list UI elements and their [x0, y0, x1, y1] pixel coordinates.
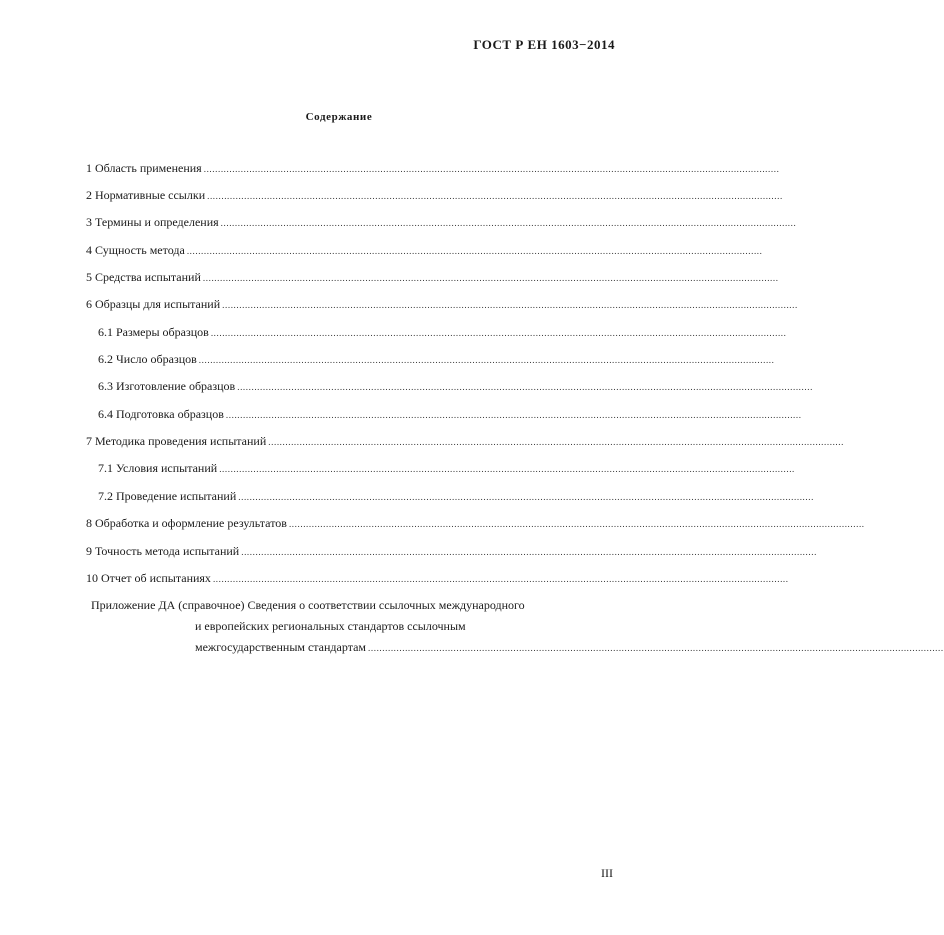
toc-item-label: 7.2 Проведение испытаний [98, 489, 237, 503]
standard-designation: ГОСТ Р ЕН 1603−2014 [473, 37, 615, 52]
toc-leader-dots: .......................................................................................................................................................................................................... [186, 246, 763, 256]
toc-item[interactable] [86, 161, 780, 175]
toc-leader-dots: .......................................................................................................................................................................................................... [225, 410, 802, 420]
toc-subitem[interactable] [98, 407, 802, 421]
toc-item-label: 6.1 Размеры образцов [98, 325, 209, 339]
toc-subitem[interactable] [98, 489, 814, 503]
toc-item-label: 3 Термины и определения [86, 215, 219, 229]
toc-appendix-line[interactable]: Приложение ДА (справочное) Сведения о соответствии ссылочных международного [91, 598, 525, 612]
toc-leader-dots: .......................................................................................................................................................................................................... [220, 218, 797, 228]
toc-leader-dots: .......................................................................................................................................................................................................... [238, 492, 814, 502]
toc-item-label: 1 Область применения [86, 161, 202, 175]
toc-appendix-line[interactable]: и европейских региональных стандартов ссылочным [195, 619, 466, 633]
toc-leader-dots: .......................................................................................................................................................................................................... [237, 382, 813, 392]
toc-item[interactable] [86, 188, 783, 202]
toc-item[interactable] [86, 215, 797, 229]
toc-item[interactable] [86, 297, 798, 311]
toc-subitem[interactable] [98, 461, 795, 475]
toc-item[interactable] [86, 571, 789, 585]
toc-subitem[interactable] [98, 352, 775, 366]
toc-leader-dots: .......................................................................................................................................................................................................... [202, 273, 779, 283]
toc-item[interactable] [86, 544, 817, 558]
toc-leader-dots: .......................................................................................................................................................................................................... [198, 355, 775, 365]
toc-leader-dots: .......................................................................................................................................................................................................... [368, 643, 944, 653]
toc-item-label: 8 Обработка и оформление результатов [86, 516, 287, 530]
toc-leader-dots: .......................................................................................................................................................................................................... [207, 191, 783, 201]
toc-item-label: 4 Сущность метода [86, 243, 185, 257]
toc-subitem[interactable] [98, 379, 813, 393]
toc-title: Содержание [305, 111, 373, 123]
toc-leader-dots: .......................................................................................................................................................................................................... [288, 519, 865, 529]
toc-item-label: 9 Точность метода испытаний [86, 544, 240, 558]
toc-item[interactable] [86, 243, 763, 257]
toc-leader-dots: .......................................................................................................................................................................................................... [210, 328, 787, 338]
toc-item-label: 6.3 Изготовление образцов [98, 379, 236, 393]
toc-item[interactable] [86, 516, 865, 530]
toc-item-label: 10 Отчет об испытаниях [86, 571, 211, 585]
toc-item-label: 7.1 Условия испытаний [98, 461, 218, 475]
toc-item-label: 7 Методика проведения испытаний [86, 434, 267, 448]
toc-subitem[interactable] [98, 325, 787, 339]
toc-appendix-line[interactable] [195, 640, 944, 654]
toc-leader-dots: .......................................................................................................................................................................................................... [222, 300, 798, 310]
toc-leader-dots: .......................................................................................................................................................................................................... [203, 164, 780, 174]
toc-item[interactable] [86, 270, 779, 284]
toc-item-label: 6 Образцы для испытаний [86, 297, 221, 311]
toc-leader-dots: .......................................................................................................................................................................................................... [219, 464, 795, 474]
toc-item-label: 6.4 Подготовка образцов [98, 407, 224, 421]
toc-leader-dots: .......................................................................................................................................................................................................... [241, 547, 817, 557]
page-number: III [601, 866, 613, 880]
toc-item-label: 5 Средства испытаний [86, 270, 201, 284]
toc-item-label: межгосударственным стандартам [195, 640, 367, 654]
toc-item-label: 2 Нормативные ссылки [86, 188, 206, 202]
toc-item[interactable] [86, 434, 844, 448]
toc-item-label: 6.2 Число образцов [98, 352, 197, 366]
toc-leader-dots: .......................................................................................................................................................................................................... [212, 574, 789, 584]
toc-leader-dots: .......................................................................................................................................................................................................... [268, 437, 844, 447]
